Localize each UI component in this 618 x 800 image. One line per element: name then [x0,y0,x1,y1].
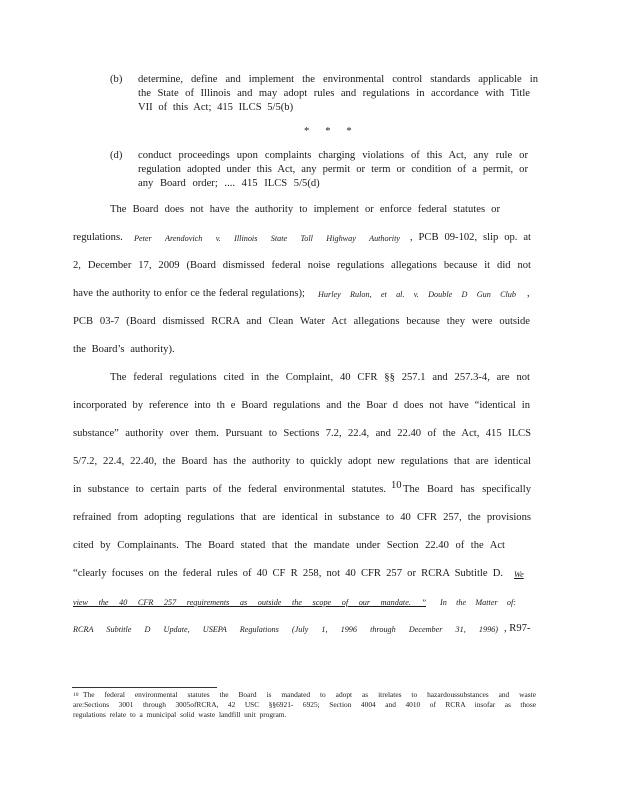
para2-line-1: The federal regulations cited in the Complaint, 40 CFR §§ 257.1 and 257.3-4, are not [110,372,530,383]
quoted-mandate-text: view the 40 CFR 257 requirements as outside the scope of our mandate. ” [73,598,426,607]
para1-line-1: The Board does not have the authority to implement or enforce federal statutes or [110,204,500,215]
item-d-label: (d) [110,150,123,161]
item-b-line-2: the State of Illinois and may adopt rules and regulations in accordance with Title [138,88,530,99]
matter-citation-start: In the Matter of: [440,598,516,607]
para1-line-5: PCB 03-7 (Board dismissed RCRA and Clean Water Act allegations because they were outside [73,316,530,327]
para2-line-10b: , R97- [504,623,531,634]
matter-citation-title: RCRA Subtitle D Update, USEPA Regulations (July 1, 1996 through December 31, 1996) [73,625,498,634]
para1-line-2b: , PCB 09-102, slip op. at [410,232,531,243]
para2-line-3: substance” authority over them. Pursuant to Sections 7.2, 22.4, and 22.40 of the Act, 415 ILCS [73,428,531,439]
para1-line-3: 2, December 17, 2009 (Board dismissed federal noise regulations allegations because it did not [73,260,531,271]
para2-line-2: incorporated by reference into th e Board regulations and the Boar d does not have “identical in [73,400,530,411]
para2-line-5a: in substance to certain parts of the federal environmental statutes. [73,484,386,495]
item-d-line-3: any Board order; .... 415 ILCS 5/5(d) [138,178,320,189]
para1-line-4b: , [527,288,530,299]
para2-line-4: 5/7.2, 22.4, 22.40, the Board has the authority to quickly adopt new regulations that are identical [73,456,531,467]
case-citation-arendovich: Peter Arendovich v. Illinois State Toll Highway Authority [134,234,400,243]
case-citation-hurley: Hurley Rulon, et al. v. Double D Gun Club [318,290,516,299]
footnote-separator [72,687,217,688]
item-b-line-3: VII of this Act; 415 ILCS 5/5(b) [138,102,294,113]
item-b-line-1: determine, define and implement the environmental control standards applicable in [138,74,538,85]
para1-line-6: the Board’s authority). [73,344,175,355]
item-d-line-2: regulation adopted under this Act, any permit or term or condition of a permit, or [138,164,528,175]
para2-line-5b: The Board has specifically [403,484,531,495]
para2-line-8b: We [514,570,524,579]
para1-line-2a: regulations. [73,232,123,243]
para2-line-8a: “clearly focuses on the federal rules of 40 CF R 258, not 40 CFR 257 or RCRA Subtitle D. [73,568,503,579]
item-b-label: (b) [110,74,123,85]
ellipsis-stars: * * * [304,126,352,137]
footnote-number: 10 [73,692,79,698]
para2-line-6: refrained from adopting regulations that are identical in substance to 40 CFR 257, the provisions [73,512,531,523]
footnote-line-2: are:Sections 3001 through 3005ofRCRA, 42 USC §§6921- 6925; Section 4004 and 4010 of RCRA insofar as those [73,700,536,709]
footnote-reference: 10 [391,480,402,491]
footnote-line-1: The federal environmental statutes the Board is mandated to adopt as itrelates to hazardoussubstances and waste [83,690,536,699]
para2-line-7: cited by Complainants. The Board stated that the mandate under Section 22.40 of the Act [73,540,505,551]
para1-line-4a: have the authority to enfor ce the federal regulations); [73,288,305,299]
footnote-line-3: regulations relate to a municipal solid waste landfill unit program. [73,710,287,719]
item-d-line-1: conduct proceedings upon complaints charging violations of this Act, any rule or [138,150,528,161]
